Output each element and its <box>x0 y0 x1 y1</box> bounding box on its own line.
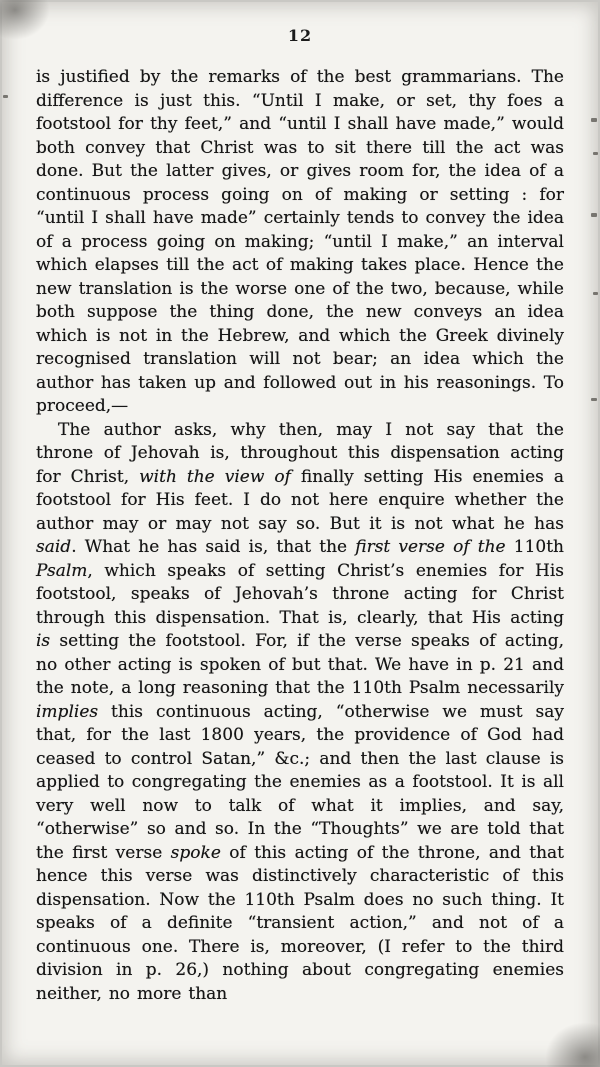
italic-text-run: implies <box>36 701 99 722</box>
page-body <box>36 66 564 1006</box>
text-run: this continuous acting, “otherwise we must say that, for the last 1800 years, the providence of God had ceased to control Satan,” &c.; and then the last clause is applied to congregating the enemies as a footstool. It is all very well now to talk of what it implies, and say, “otherwise” so and so. In the “Thoughts” we are told that the first verse <box>36 701 564 863</box>
paragraph <box>36 66 564 419</box>
italic-text-run: with the view of <box>139 466 291 487</box>
scan-artifact <box>591 213 597 217</box>
italic-text-run: Psalm <box>36 560 88 581</box>
italic-text-run: said <box>36 537 72 557</box>
scan-artifact <box>593 292 598 295</box>
text-run: setting the footstool. For, if the verse speaks of acting, no other acting is spoken of but that. We have in p. 21 and the note, a long reasoning that the 110th Psalm necessarily <box>36 631 564 698</box>
scan-artifact <box>591 398 597 401</box>
paragraph <box>36 419 564 1007</box>
text-run: . What he has said is, that the <box>71 537 356 557</box>
scan-smudge <box>0 0 50 40</box>
scan-artifact <box>591 118 597 122</box>
text-run: The author asks, why then, may I not say that the throne of Jehovah is, throughout this dispensation acting for Christ, <box>36 419 564 487</box>
text-run: finally setting His enemies a footstool for His feet. I do not here enquire whether the author may or may not say so. But it is not what he has <box>36 466 564 534</box>
page-number: 12 <box>287 26 313 45</box>
text-run: of this acting of the throne, and that hence this verse was distinctively characteristic of this dispensation. Now the 110th Psalm does no such thing. It speaks of a definite “transient action,” and not of a continuous one. There is, moreover, (I refer to the third division in p. 26,) nothing about congregating enemies neither, no more than <box>36 842 564 1004</box>
italic-text-run: first verse of the <box>355 537 506 557</box>
italic-text-run: spoke <box>170 842 221 863</box>
text-run: 110th <box>505 537 564 557</box>
italic-text-run: is <box>36 631 51 651</box>
scan-artifact <box>593 152 598 155</box>
scan-artifact <box>3 95 8 98</box>
scan-smudge <box>545 1022 600 1067</box>
text-run: is justified by the remarks of the best grammarians. The difference is just this. “Until I make, or set, thy foes a footstool for thy feet,” and “until I shall have made,” would both convey that Christ was to sit there till the act was done. But the latter gives, or gives room for, the idea of a continuous process going on of making or setting : for “until I shall have made” certainly tends to convey the idea of a process going on making; “until I make,” an interval which elapses till the act of making takes place. Hence the new translation is the worse one of the two, because, while both suppose the thing done, the new conveys an idea which is not in the Hebrew, and which the Greek divinely recognised translation will not bear; an idea which the author has taken up and followed out in his reasonings. To proceed,— <box>36 67 564 416</box>
text-run: , which speaks of setting Christ’s enemies for His footstool, speaks of Jehovah’s throne acting for Christ through this dispensation. That is, clearly, that His acting <box>36 560 564 628</box>
